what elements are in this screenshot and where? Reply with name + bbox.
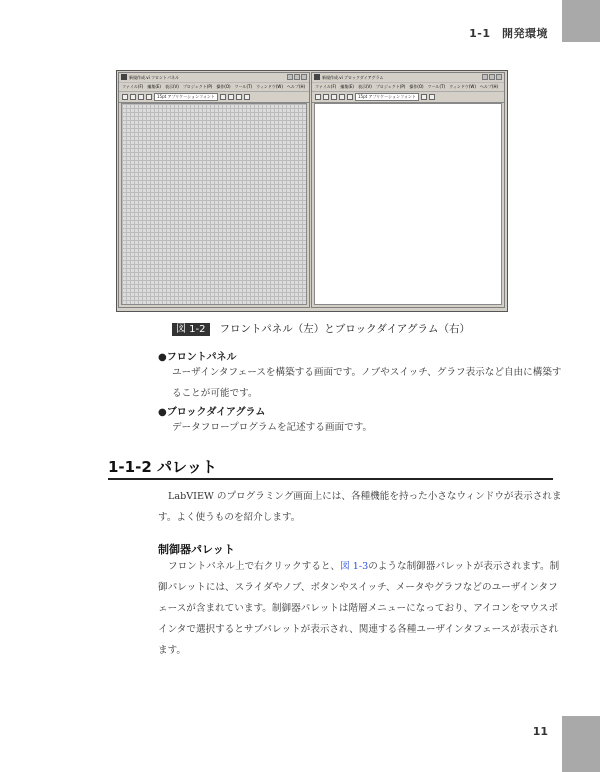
running-header-title: 1-1 開発環境: [469, 27, 548, 40]
window-controls: [482, 74, 502, 80]
app-icon: [314, 74, 320, 80]
menu-window: ウィンドウ(W): [449, 84, 476, 89]
bullet-body-front-panel: ユーザインタフェースを構築する画面です。ノブやスイッチ、グラフ表示など自由に構築することが可能です。: [172, 367, 562, 399]
maximize-icon: [294, 74, 300, 80]
bullet-heading-block-diagram: ●ブロックダイアグラム: [158, 407, 266, 418]
bullet-body-block-diagram: データフロープログラムを記述する画面です。: [172, 422, 373, 433]
section-heading: 1-1-2 パレット: [108, 458, 217, 476]
abort-icon: [138, 94, 144, 100]
app-icon: [121, 74, 127, 80]
menu-operate: 操作(O): [216, 84, 231, 89]
paragraph-text-rest: のような制御器パレットが表示されます。制御パレットには、スライダやノブ、ボタンやスイッチ、メータやグラフなどのユーザインタフェースが含まれています。制御器パレットは階層メニューになっており、アイコンをマウスポインタで選択するとサブパレットが表示され、関連する各種ユーザインタフェースが表示されます。: [158, 561, 560, 656]
pause-icon: [146, 94, 152, 100]
menu-edit: 編集(E): [147, 84, 161, 89]
align-icon: [220, 94, 226, 100]
subsection-heading: 制御器パレット: [158, 543, 235, 556]
front-panel-title: 新規作成.vi フロントパネル: [129, 75, 179, 80]
front-panel-window: [118, 72, 310, 308]
section-divider: [108, 478, 553, 480]
figure-caption: [172, 320, 470, 336]
caption-text: フロントパネル（左）とブロックダイアグラム（右）: [219, 323, 470, 335]
run-continuous-icon: [130, 94, 136, 100]
abort-icon: [331, 94, 337, 100]
menu-window: ウィンドウ(W): [256, 84, 283, 89]
figure-reference-link[interactable]: 図 1-3: [340, 561, 369, 572]
distribute-icon: [228, 94, 234, 100]
run-arrow-icon: [122, 94, 128, 100]
menu-tools: ツール(T): [427, 84, 446, 89]
menu-tools: ツール(T): [234, 84, 253, 89]
front-panel-titlebar: [119, 73, 309, 83]
window-controls: [287, 74, 307, 80]
block-diagram-window: [311, 72, 505, 308]
close-icon: [496, 74, 502, 80]
figure-number: 図 1-2: [172, 323, 210, 336]
block-diagram-titlebar: [312, 73, 504, 83]
maximize-icon: [489, 74, 495, 80]
minimize-icon: [482, 74, 488, 80]
paragraph-text-start: フロントパネル上で右クリックすると、: [168, 561, 341, 572]
front-panel-toolbar: [119, 92, 309, 103]
close-icon: [301, 74, 307, 80]
distribute-icon: [429, 94, 435, 100]
highlight-execution-icon: [347, 94, 353, 100]
menu-file: ファイル(F): [315, 84, 337, 89]
resize-icon: [236, 94, 242, 100]
front-panel-menubar: [119, 83, 309, 92]
front-panel-grid: [121, 103, 307, 305]
menu-project: プロジェクト(P): [375, 84, 406, 89]
align-icon: [421, 94, 427, 100]
menu-file: ファイル(F): [122, 84, 144, 89]
header-thumb-tab: [562, 0, 600, 42]
menu-operate: 操作(O): [409, 84, 424, 89]
block-diagram-toolbar: [312, 92, 504, 103]
font-selector: 15pt アプリケーションフォント: [355, 93, 419, 101]
block-diagram-menubar: [312, 83, 504, 92]
block-diagram-canvas: [314, 103, 502, 305]
figure-screenshot: [116, 70, 508, 312]
menu-edit: 編集(E): [340, 84, 354, 89]
menu-project: プロジェクト(P): [182, 84, 213, 89]
subsection-paragraph: [158, 556, 563, 661]
pause-icon: [339, 94, 345, 100]
page-number: 11: [532, 725, 548, 738]
bullet-heading-front-panel: ●フロントパネル: [158, 352, 237, 363]
reorder-icon: [244, 94, 250, 100]
run-arrow-icon: [315, 94, 321, 100]
menu-view: 表示(V): [358, 84, 372, 89]
block-diagram-title: 新規作成.vi ブロックダイアグラム: [322, 75, 384, 80]
footer-thumb-tab: [562, 716, 600, 772]
section-intro-paragraph: LabVIEW のプログラミング画面上には、各種機能を持った小さなウィンドウが表示されます。よく使うものを紹介します。: [158, 491, 562, 523]
run-continuous-icon: [323, 94, 329, 100]
menu-view: 表示(V): [165, 84, 179, 89]
font-selector: 15pt アプリケーションフォント: [154, 93, 218, 101]
menu-help: ヘルプ(H): [479, 84, 499, 89]
minimize-icon: [287, 74, 293, 80]
menu-help: ヘルプ(H): [286, 84, 306, 89]
